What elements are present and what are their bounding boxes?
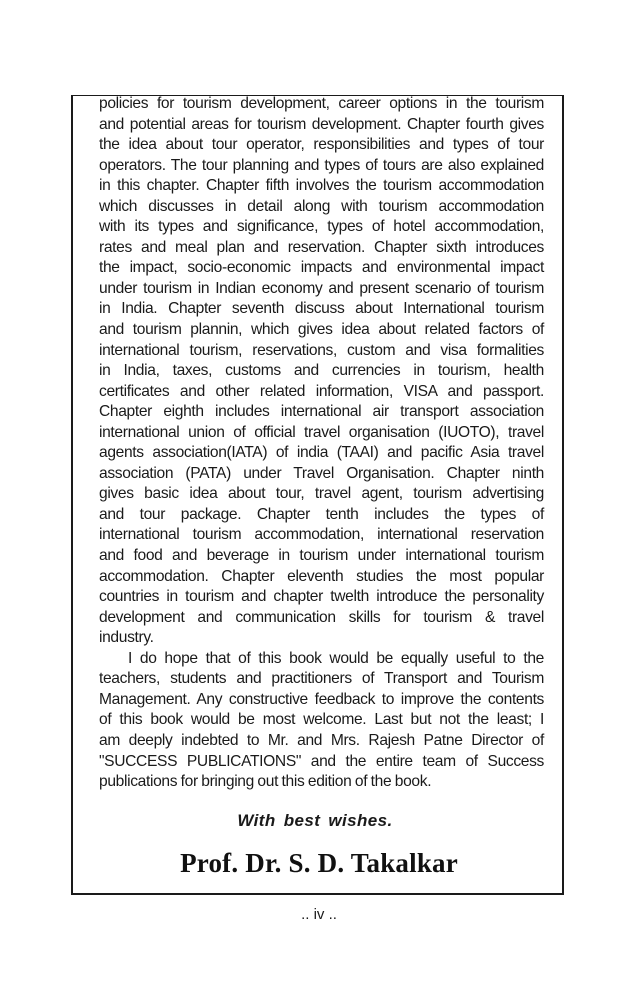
text-line: countries in tourism and chapter twelth introduce the personality xyxy=(99,588,544,606)
page-number: .. iv .. xyxy=(301,906,337,923)
preface-body xyxy=(99,94,544,793)
text-line: Management. Any constructive feedback to improve the contents xyxy=(99,690,544,708)
closing-salutation xyxy=(0,811,638,831)
text-line: teachers, students and practitioners of Transport and Tourism xyxy=(99,670,544,688)
author-name: Prof. Dr. S. D. Takalkar xyxy=(180,848,458,878)
text-line-paragraph-start: I do hope that of this book would be equally useful to the xyxy=(128,649,544,667)
text-line: association (PATA) under Travel Organisation. Chapter ninth xyxy=(99,464,544,482)
text-line: policies for tourism development, career options in the tourism xyxy=(99,95,544,112)
text-line: in India. Chapter seventh discuss about International tourism xyxy=(99,300,544,318)
text-line: and potential areas for tourism development. Chapter fourth gives xyxy=(99,115,544,133)
text-line: which discusses in detail along with tourism accommodation xyxy=(99,197,544,215)
text-line: under tourism in Indian economy and present scenario of tourism xyxy=(99,279,544,297)
text-line: am deeply indebted to Mr. and Mrs. Rajesh Patne Director of xyxy=(99,731,544,749)
text-line: operators. The tour planning and types of tours are also explained xyxy=(99,156,544,174)
closing-text: With best wishes. xyxy=(237,811,393,830)
text-line: with its types and significance, types of hotel accommodation, xyxy=(99,218,544,236)
text-line: in this chapter. Chapter fifth involves the tourism accommodation xyxy=(99,177,544,195)
text-line: and food and beverage in tourism under international tourism xyxy=(99,547,544,565)
text-line-paragraph-end: publications for bringing out this edition of the book. xyxy=(99,773,432,791)
text-line: international tourism accommodation, international reservation xyxy=(99,526,544,544)
text-line: gives basic idea about tour, travel agent, tourism advertising xyxy=(99,485,544,503)
text-line-paragraph-end: industry. xyxy=(99,629,154,647)
text-line: and tourism plannin, which gives idea about related factors of xyxy=(99,321,544,339)
text-line: international union of official travel organisation (IUOTO), travel xyxy=(99,423,544,441)
text-line: "SUCCESS PUBLICATIONS" and the entire team of Success xyxy=(99,752,544,770)
text-line: accommodation. Chapter eleventh studies the most popular xyxy=(99,567,544,585)
text-line: of this book would be most welcome. Last but not the least; I xyxy=(99,711,544,729)
text-line: in India, taxes, customs and currencies in tourism, health xyxy=(99,362,544,380)
author-signature xyxy=(0,848,638,879)
text-line: international tourism, reservations, custom and visa formalities xyxy=(99,341,544,359)
text-line: certificates and other related information, VISA and passport. xyxy=(99,382,544,400)
text-line: development and communication skills for tourism & travel xyxy=(99,608,544,626)
text-line: the idea about tour operator, responsibilities and types of tour xyxy=(99,136,544,154)
text-line: the impact, socio-economic impacts and environmental impact xyxy=(99,259,544,277)
text-line: agents association(IATA) of india (TAAI) and pacific Asia travel xyxy=(99,444,544,462)
text-line: Chapter eighth includes international air transport association xyxy=(99,403,544,421)
text-line: rates and meal plan and reservation. Chapter sixth introduces xyxy=(99,238,544,256)
text-line: and tour package. Chapter tenth includes the types of xyxy=(99,505,544,523)
